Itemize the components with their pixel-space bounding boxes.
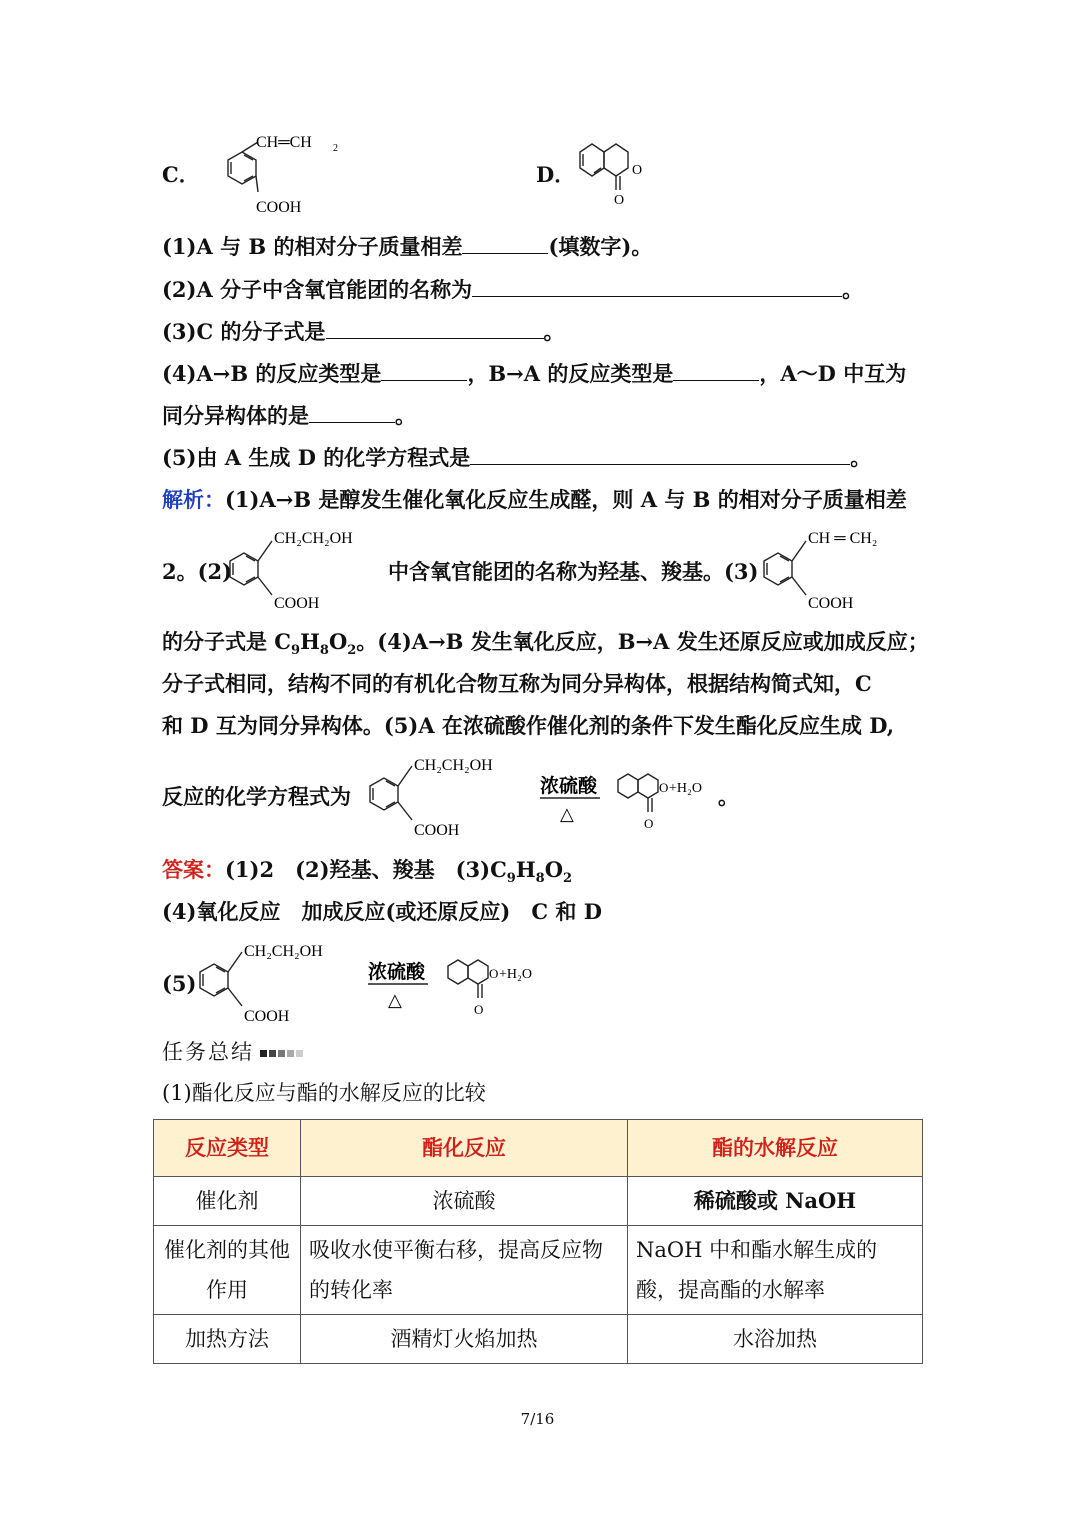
question-4-cont: 同分异构体的是 。 — [162, 400, 416, 431]
question-1: (1)A 与 B 的相对分子质量相差 (填数字)。 — [162, 231, 652, 262]
table-cell: 加热方法 — [154, 1315, 301, 1364]
answer-label: 答案： — [162, 857, 225, 882]
question-5: (5)由 A 生成 D 的化学方程式是 。 — [162, 442, 871, 473]
svg-text:+H₂O: +H₂O — [499, 967, 532, 982]
analysis-line-6: 反应的化学方程式为 — [162, 784, 351, 809]
option-d-label: D． — [536, 162, 576, 187]
summary-title: 任务总结 — [162, 1037, 303, 1067]
analysis-line-1: 解析：(1)A→B 是醇发生催化氧化反应生成醛，则 A 与 B 的相对分子质量相差 — [162, 487, 907, 512]
table-cell: 水浴加热 — [628, 1315, 923, 1364]
option-c-label: C． — [162, 162, 200, 187]
analysis-line-4: 分子式相同，结构不同的有机化合物互称为同分异构体，根据结构简式知，C — [162, 671, 872, 696]
svg-text:2: 2 — [333, 143, 338, 154]
summary-subtitle: (1)酯化反应与酯的水解反应的比较 — [162, 1081, 486, 1105]
svg-text:+H₂O: +H₂O — [669, 781, 702, 796]
svg-text:O: O — [659, 780, 669, 795]
reaction-answer — [192, 936, 572, 1028]
answer-line-4: (4)氧化反应 加成反应(或还原反应) C 和 D — [162, 899, 602, 924]
svg-text:COOH: COOH — [808, 595, 854, 612]
question-3: (3)C 的分子式是 。 — [162, 316, 565, 347]
table-header: 反应类型 — [154, 1120, 301, 1177]
svg-text:CH ═ CH₂: CH ═ CH₂ — [808, 530, 878, 547]
table-cell: 催化剂 — [154, 1177, 301, 1226]
structure-a-analysis — [222, 525, 387, 615]
analysis-line-2b: 中含氧官能团的名称为羟基、羧基。(3) — [388, 559, 759, 584]
svg-text:△: △ — [388, 990, 402, 1010]
svg-text:O: O — [474, 1002, 484, 1017]
table-cell: 催化剂的其他作用 — [154, 1226, 301, 1315]
structure-c-top: CH═CH — [256, 134, 312, 151]
question-4: (4)A→B 的反应类型是 ，B→A 的反应类型是 ，A～D 中互为 — [162, 358, 906, 389]
table-header-row — [154, 1120, 923, 1177]
structure-c-bottom: COOH — [256, 199, 302, 216]
table-header: 酯的水解反应 — [628, 1120, 923, 1177]
answer-line-1: 答案：(1)2 (2)羟基、羧基 $(3)C_9H_8O_2$ — [162, 857, 573, 887]
svg-text:O: O — [644, 816, 654, 831]
heat-symbol: △ — [560, 804, 574, 824]
svg-text:COOH: COOH — [414, 822, 460, 839]
structure-d-ring-o: O — [632, 163, 643, 178]
question-2: (2)A 分子中含氧官能团的名称为 。 — [162, 274, 863, 305]
table-header: 酯化反应 — [301, 1120, 628, 1177]
catalyst-label: 浓硫酸 — [540, 776, 598, 797]
structure-c-analysis — [756, 525, 906, 615]
svg-text:CH₂CH₂OH: CH₂CH₂OH — [274, 530, 353, 547]
analysis-label: 解析： — [162, 487, 225, 512]
svg-text:COOH: COOH — [244, 1008, 290, 1025]
svg-text:CH₂CH₂OH: CH₂CH₂OH — [244, 943, 323, 960]
table-cell: 稀硫酸或 NaOH — [628, 1177, 923, 1226]
table-row — [154, 1177, 923, 1226]
svg-text:浓硫酸: 浓硫酸 — [368, 962, 426, 983]
reaction-analysis — [362, 750, 742, 842]
structure-c — [200, 130, 350, 220]
table-cell: 浓硫酸 — [301, 1177, 628, 1226]
table-cell: 酒精灯火焰加热 — [301, 1315, 628, 1364]
answer-line-5: (5) — [162, 971, 197, 996]
analysis-line-5: 和 D 互为同分异构体。(5)A 在浓硫酸作催化剂的条件下发生酯化反应生成 D, — [162, 713, 895, 738]
table-cell: NaOH 中和酯水解生成的酸，提高酯的水解率 — [628, 1226, 923, 1315]
table-cell: 吸收水使平衡右移，提高反应物的转化率 — [301, 1226, 628, 1315]
table-row — [154, 1226, 923, 1315]
comparison-table — [153, 1119, 923, 1364]
page-number: 7/16 — [520, 1410, 555, 1428]
analysis-end: 。 — [718, 784, 739, 809]
analysis-line-2a: 2。(2) — [162, 559, 233, 584]
svg-text:O: O — [489, 966, 499, 981]
analysis-line-3: 的分子式是 $C_9H_8O_2$。(4)A→B 发生氧化反应，B→A 发生还原反应或加成反应； — [162, 629, 929, 659]
table-row — [154, 1315, 923, 1364]
structure-d-carbonyl-o: O — [614, 193, 625, 208]
svg-text:COOH: COOH — [274, 595, 320, 612]
svg-text:CH₂CH₂OH: CH₂CH₂OH — [414, 757, 493, 774]
structure-d — [574, 132, 664, 212]
